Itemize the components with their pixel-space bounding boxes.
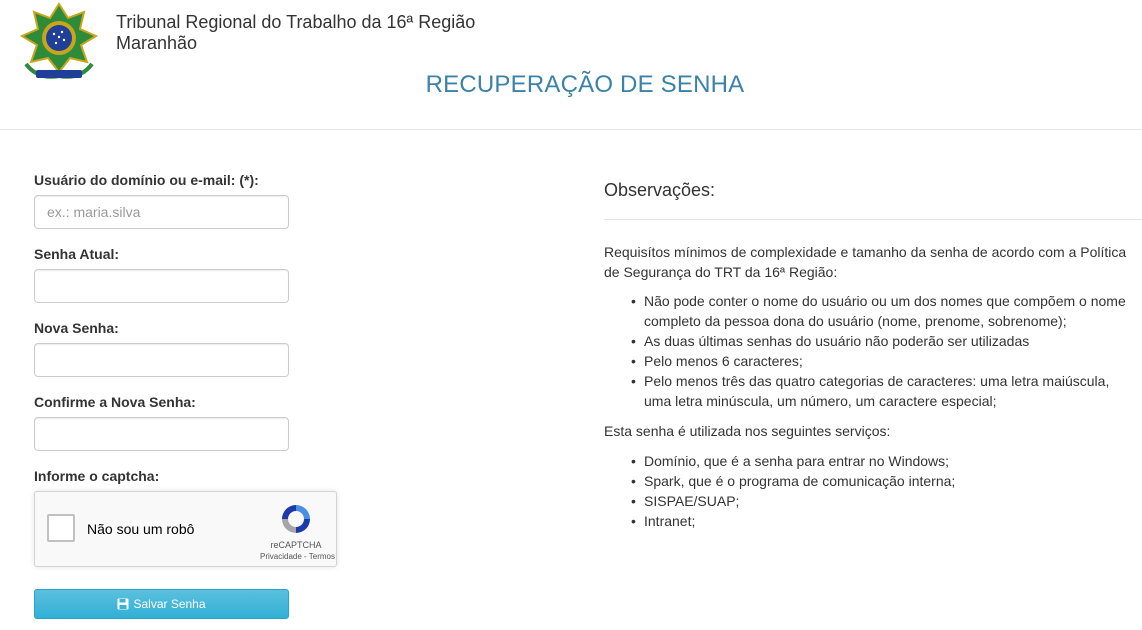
save-password-button[interactable]	[34, 589, 289, 619]
floppy-disk-icon	[117, 598, 129, 610]
page-title: RECUPERAÇÃO DE SENHA	[425, 71, 745, 98]
list-item: • As duas últimas senhas do usuário não poderão ser utilizadas	[604, 331, 1138, 351]
recaptcha-checkbox[interactable]	[47, 514, 75, 542]
recaptcha-logo-icon	[279, 502, 313, 536]
captcha-label: Informe o captcha:	[34, 468, 160, 484]
new-password-input[interactable]	[34, 343, 289, 377]
observations-title: Observações:	[604, 180, 716, 200]
list-item: • Intranet;	[604, 511, 1138, 531]
list-item: • Domínio, que é a senha para entrar no Windows;	[604, 451, 1138, 471]
confirm-password-input[interactable]	[34, 417, 289, 451]
services-intro: Esta senha é utilizada nos seguintes serviços:	[604, 423, 891, 439]
observations-intro: Requisítos mínimos de complexidade e tamanho da senha de acordo com a Política de Segurança do TRT da 16ª Região:	[604, 244, 1127, 280]
save-password-label: Salvar Senha	[133, 597, 206, 611]
list-item: • Spark, que é o programa de comunicação interna;	[604, 471, 1138, 491]
requirements-list	[604, 291, 1138, 411]
organization-name	[116, 12, 475, 54]
recaptcha-checkbox-label: Não sou um robô	[87, 521, 195, 537]
current-password-label: Senha Atual:	[34, 246, 120, 262]
page-header	[0, 0, 1142, 130]
observations-divider	[604, 219, 1142, 220]
recaptcha-widget	[34, 491, 337, 567]
list-item: • Não pode conter o nome do usuário ou um dos nomes que compõem o nome completo da pessoa dona do usuário (nome, prenome, sobrenome);	[604, 291, 1138, 331]
new-password-label: Nova Senha:	[34, 320, 119, 336]
user-label: Usuário do domínio ou e-mail: (*):	[34, 172, 259, 188]
list-item: • Pelo menos três das quatro categorias de caracteres: uma letra maiúscula, uma letra minúscula, um número, um caractere especial;	[604, 371, 1138, 411]
current-password-input[interactable]	[34, 269, 289, 303]
recaptcha-privacy-terms-links[interactable]: Privacidade - Termos	[260, 552, 335, 561]
list-item: • SISPAE/SUAP;	[604, 491, 1138, 511]
user-input[interactable]	[34, 195, 289, 229]
organization-line-1: Tribunal Regional do Trabalho da 16ª Região	[116, 12, 476, 32]
list-item: • Pelo menos 6 caracteres;	[604, 351, 1138, 371]
confirm-password-label: Confirme a Nova Senha:	[34, 394, 196, 410]
recaptcha-brand: reCAPTCHA	[270, 540, 322, 550]
organization-line-2: Maranhão	[116, 33, 198, 53]
services-list	[604, 451, 1138, 531]
